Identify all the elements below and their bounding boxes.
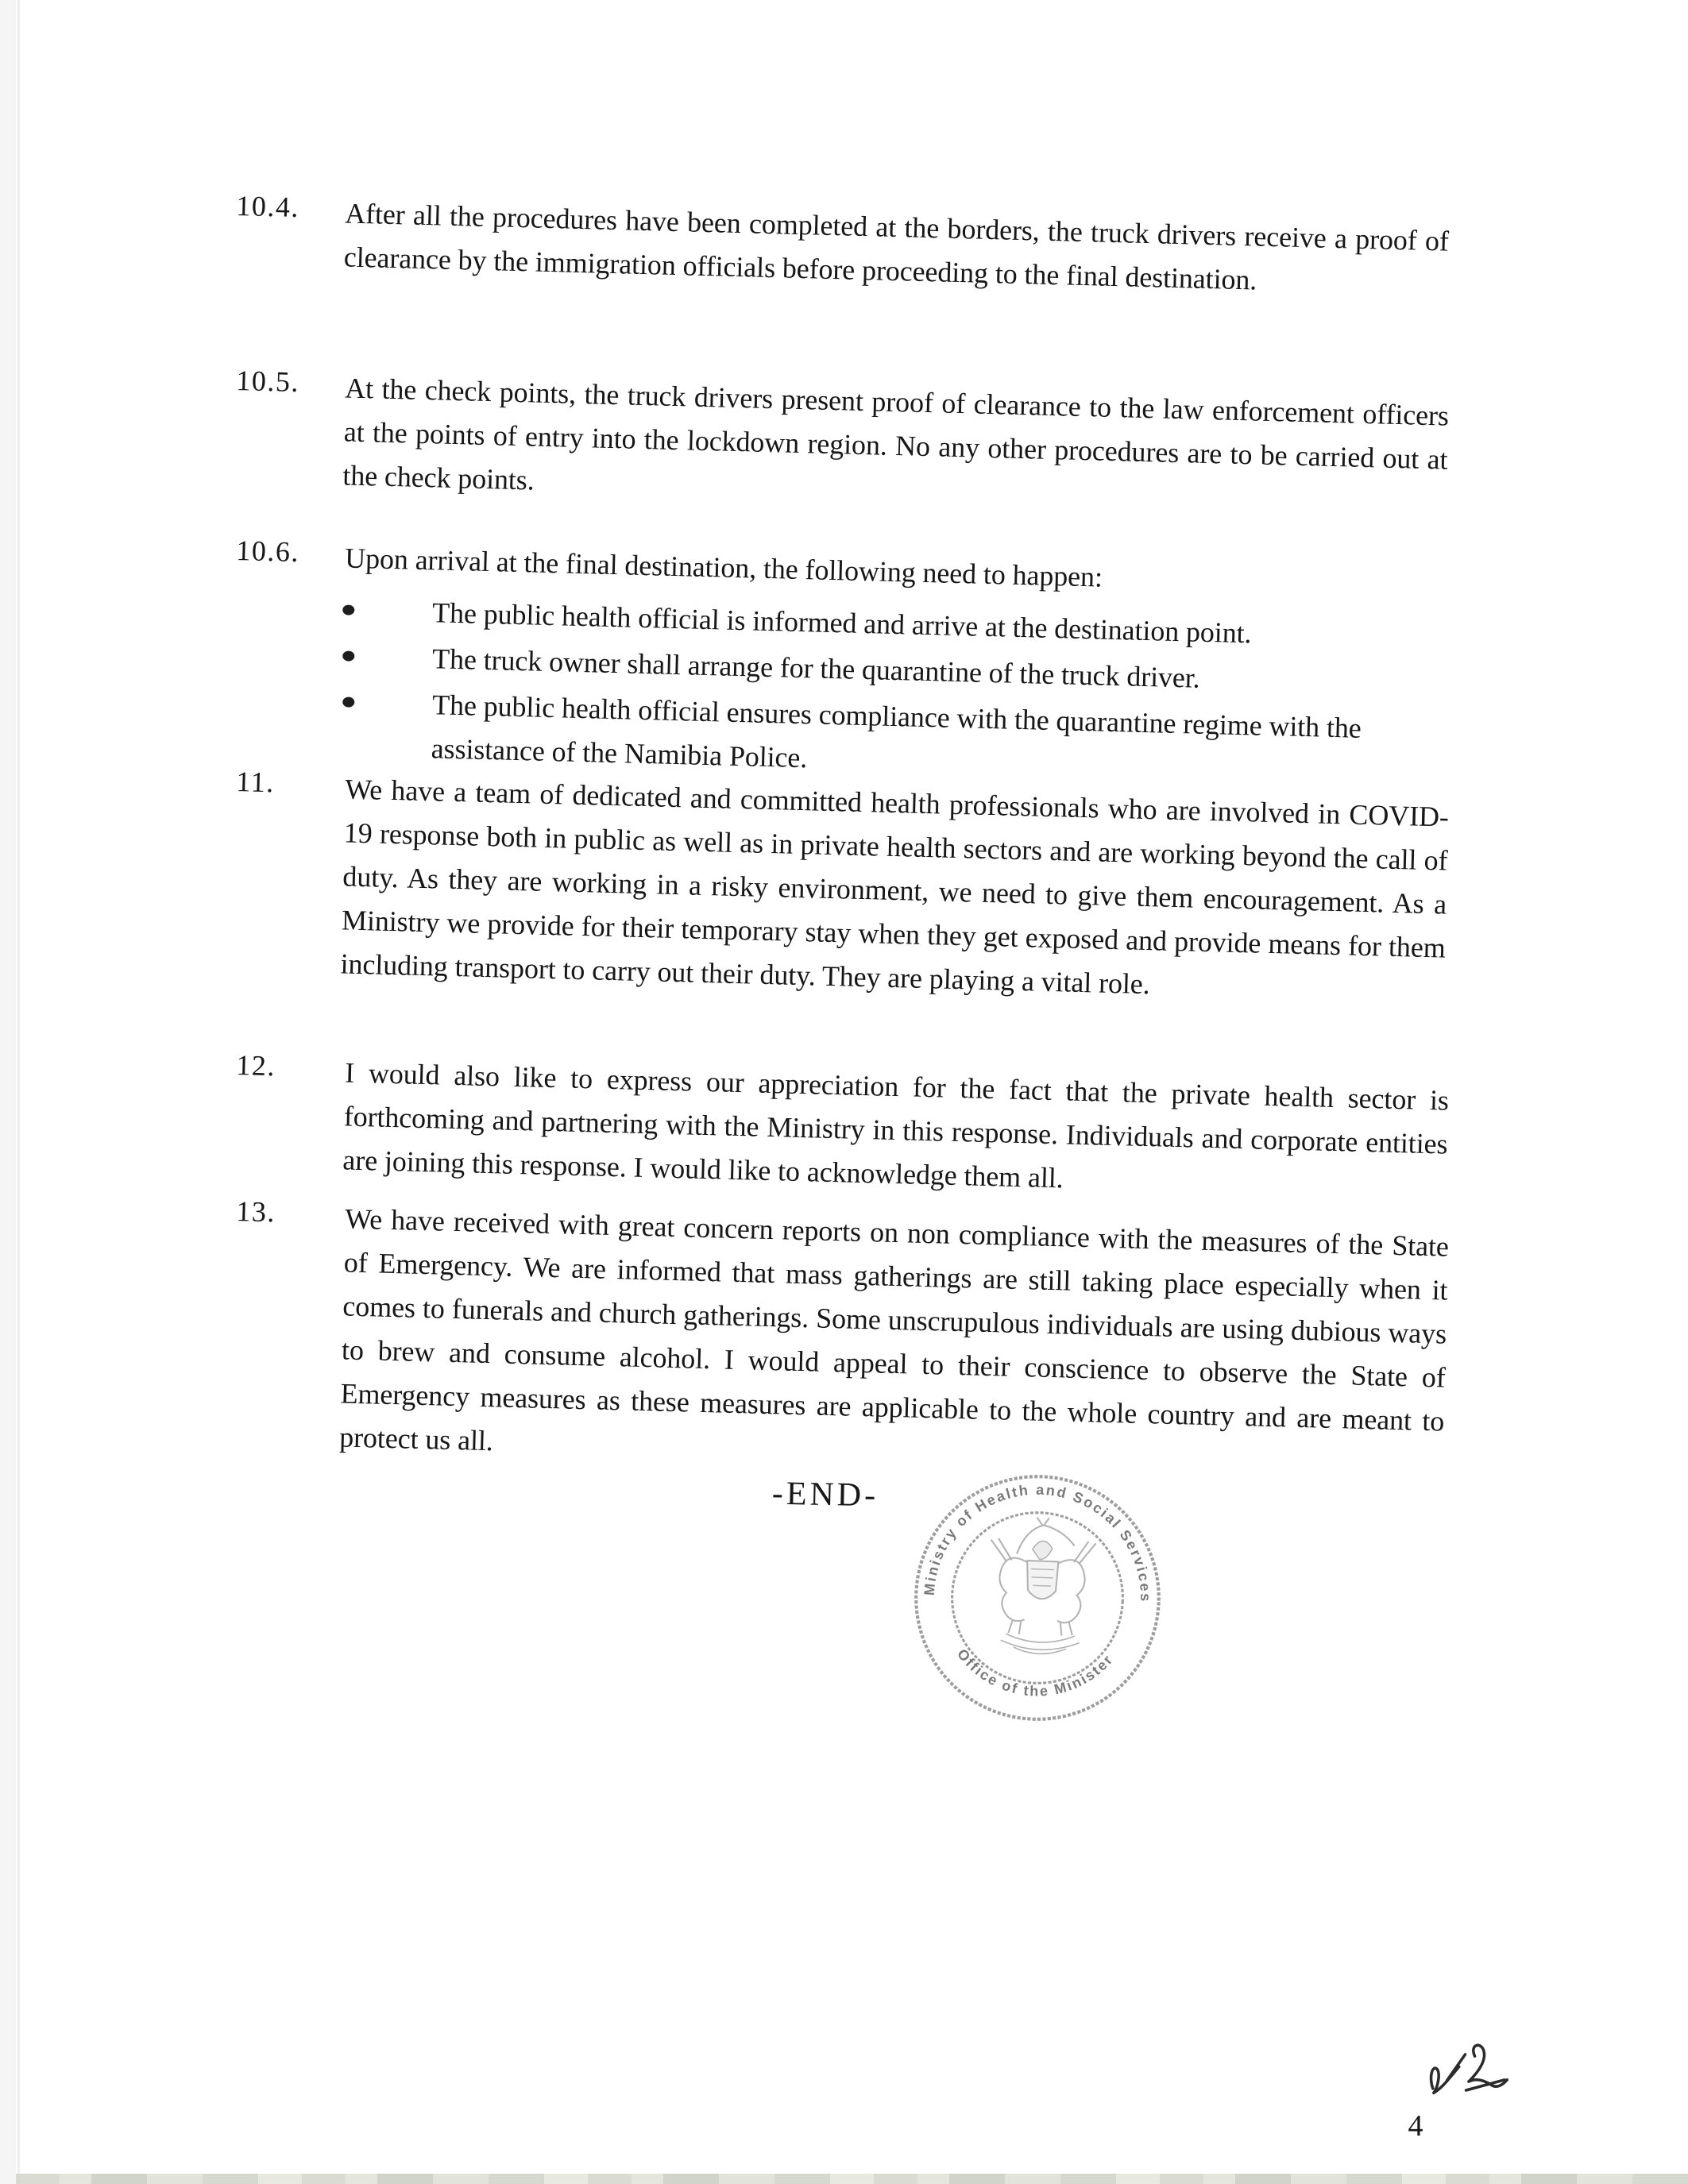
paragraph-10-4 — [0, 183, 1687, 296]
coat-of-arms-icon — [987, 1516, 1097, 1656]
paragraph-text: Upon arrival at the final destination, the following need to happen: — [344, 542, 1103, 593]
paragraph-number: 13. — [235, 1194, 276, 1229]
paragraph-number: 12. — [235, 1048, 276, 1082]
scan-left-edge-shadow — [0, 0, 16, 2184]
paragraph-text: We have received with great concern reports on non compliance with the measures of the State of Emergency. We are informed that mass gatherings are still taking place especially when it comes to funerals and church gatherings. Some unscrupulous individuals are using dubious ways to brew and consume alcohol. I would appeal to their conscience to observe the State of Emergency measures as these measures are applicable to the whole country and are meant to protect us all. — [338, 1202, 1450, 1457]
stamp-top-arc-label: Ministry of Health and Social Services — [921, 1481, 1154, 1603]
bullet-text: The public health official is informed and arrive at the destination point. — [431, 596, 1252, 650]
paragraph-10-5 — [0, 357, 1687, 496]
paragraph-text: At the check points, the truck drivers present proof of clearance to the law enforcement officers at the points of entry into the lockdown region. No any other procedures are to be carried out at the check points. — [342, 372, 1450, 496]
scan-left-edge-line — [17, 0, 20, 2184]
stamp-bottom-arc-label: Office of the Minister — [954, 1646, 1117, 1700]
paragraph-10-6 — [0, 527, 1687, 593]
paragraph-12 — [0, 1042, 1687, 1194]
bullet-icon — [342, 696, 354, 707]
bullet-icon — [342, 650, 354, 661]
paragraph-text: I would also like to express our appreciation for the fact that the private health sector is forthcoming and partnering with the Ministry in this response. Individuals and corporate entities are joining this response. I would like to acknowledge them all. — [342, 1056, 1450, 1194]
end-marker: -END- — [771, 1475, 879, 1515]
ministry-stamp — [906, 1467, 1169, 1730]
paragraph-number: 10.5. — [235, 364, 300, 398]
paragraph-text: After all the procedures have been completed at the borders, the truck drivers receive a proof of clearance by the immigration officials before proceeding to the final destination. — [343, 197, 1450, 296]
paragraph-number: 10.6. — [235, 534, 300, 568]
bullet-text: The truck owner shall arrange for the quarantine of the truck driver. — [431, 642, 1201, 694]
scan-bottom-edge-band — [16, 2174, 1688, 2184]
bullet-icon — [342, 604, 354, 615]
paragraph-number: 10.4. — [235, 189, 300, 223]
page-number: 4 — [1408, 2109, 1423, 2143]
bullet-text: The public health official ensures compliance with the quarantine regime with the assistance of the Namibia Police. — [431, 689, 1362, 774]
paragraph-number: 11. — [235, 765, 276, 799]
paragraph-text: We have a team of dedicated and committed health professionals who are involved in COVID-19 response both in public as well as in private health sectors and are working beyond the call of duty. As they are working in a risky environment, we need to give them encouragement. As a Ministry we provide for their temporary stay when they get exposed and provide means for them including transport to carry out their duty. They are playing a vital role. — [340, 773, 1450, 1001]
handwritten-initials — [1426, 2039, 1513, 2106]
